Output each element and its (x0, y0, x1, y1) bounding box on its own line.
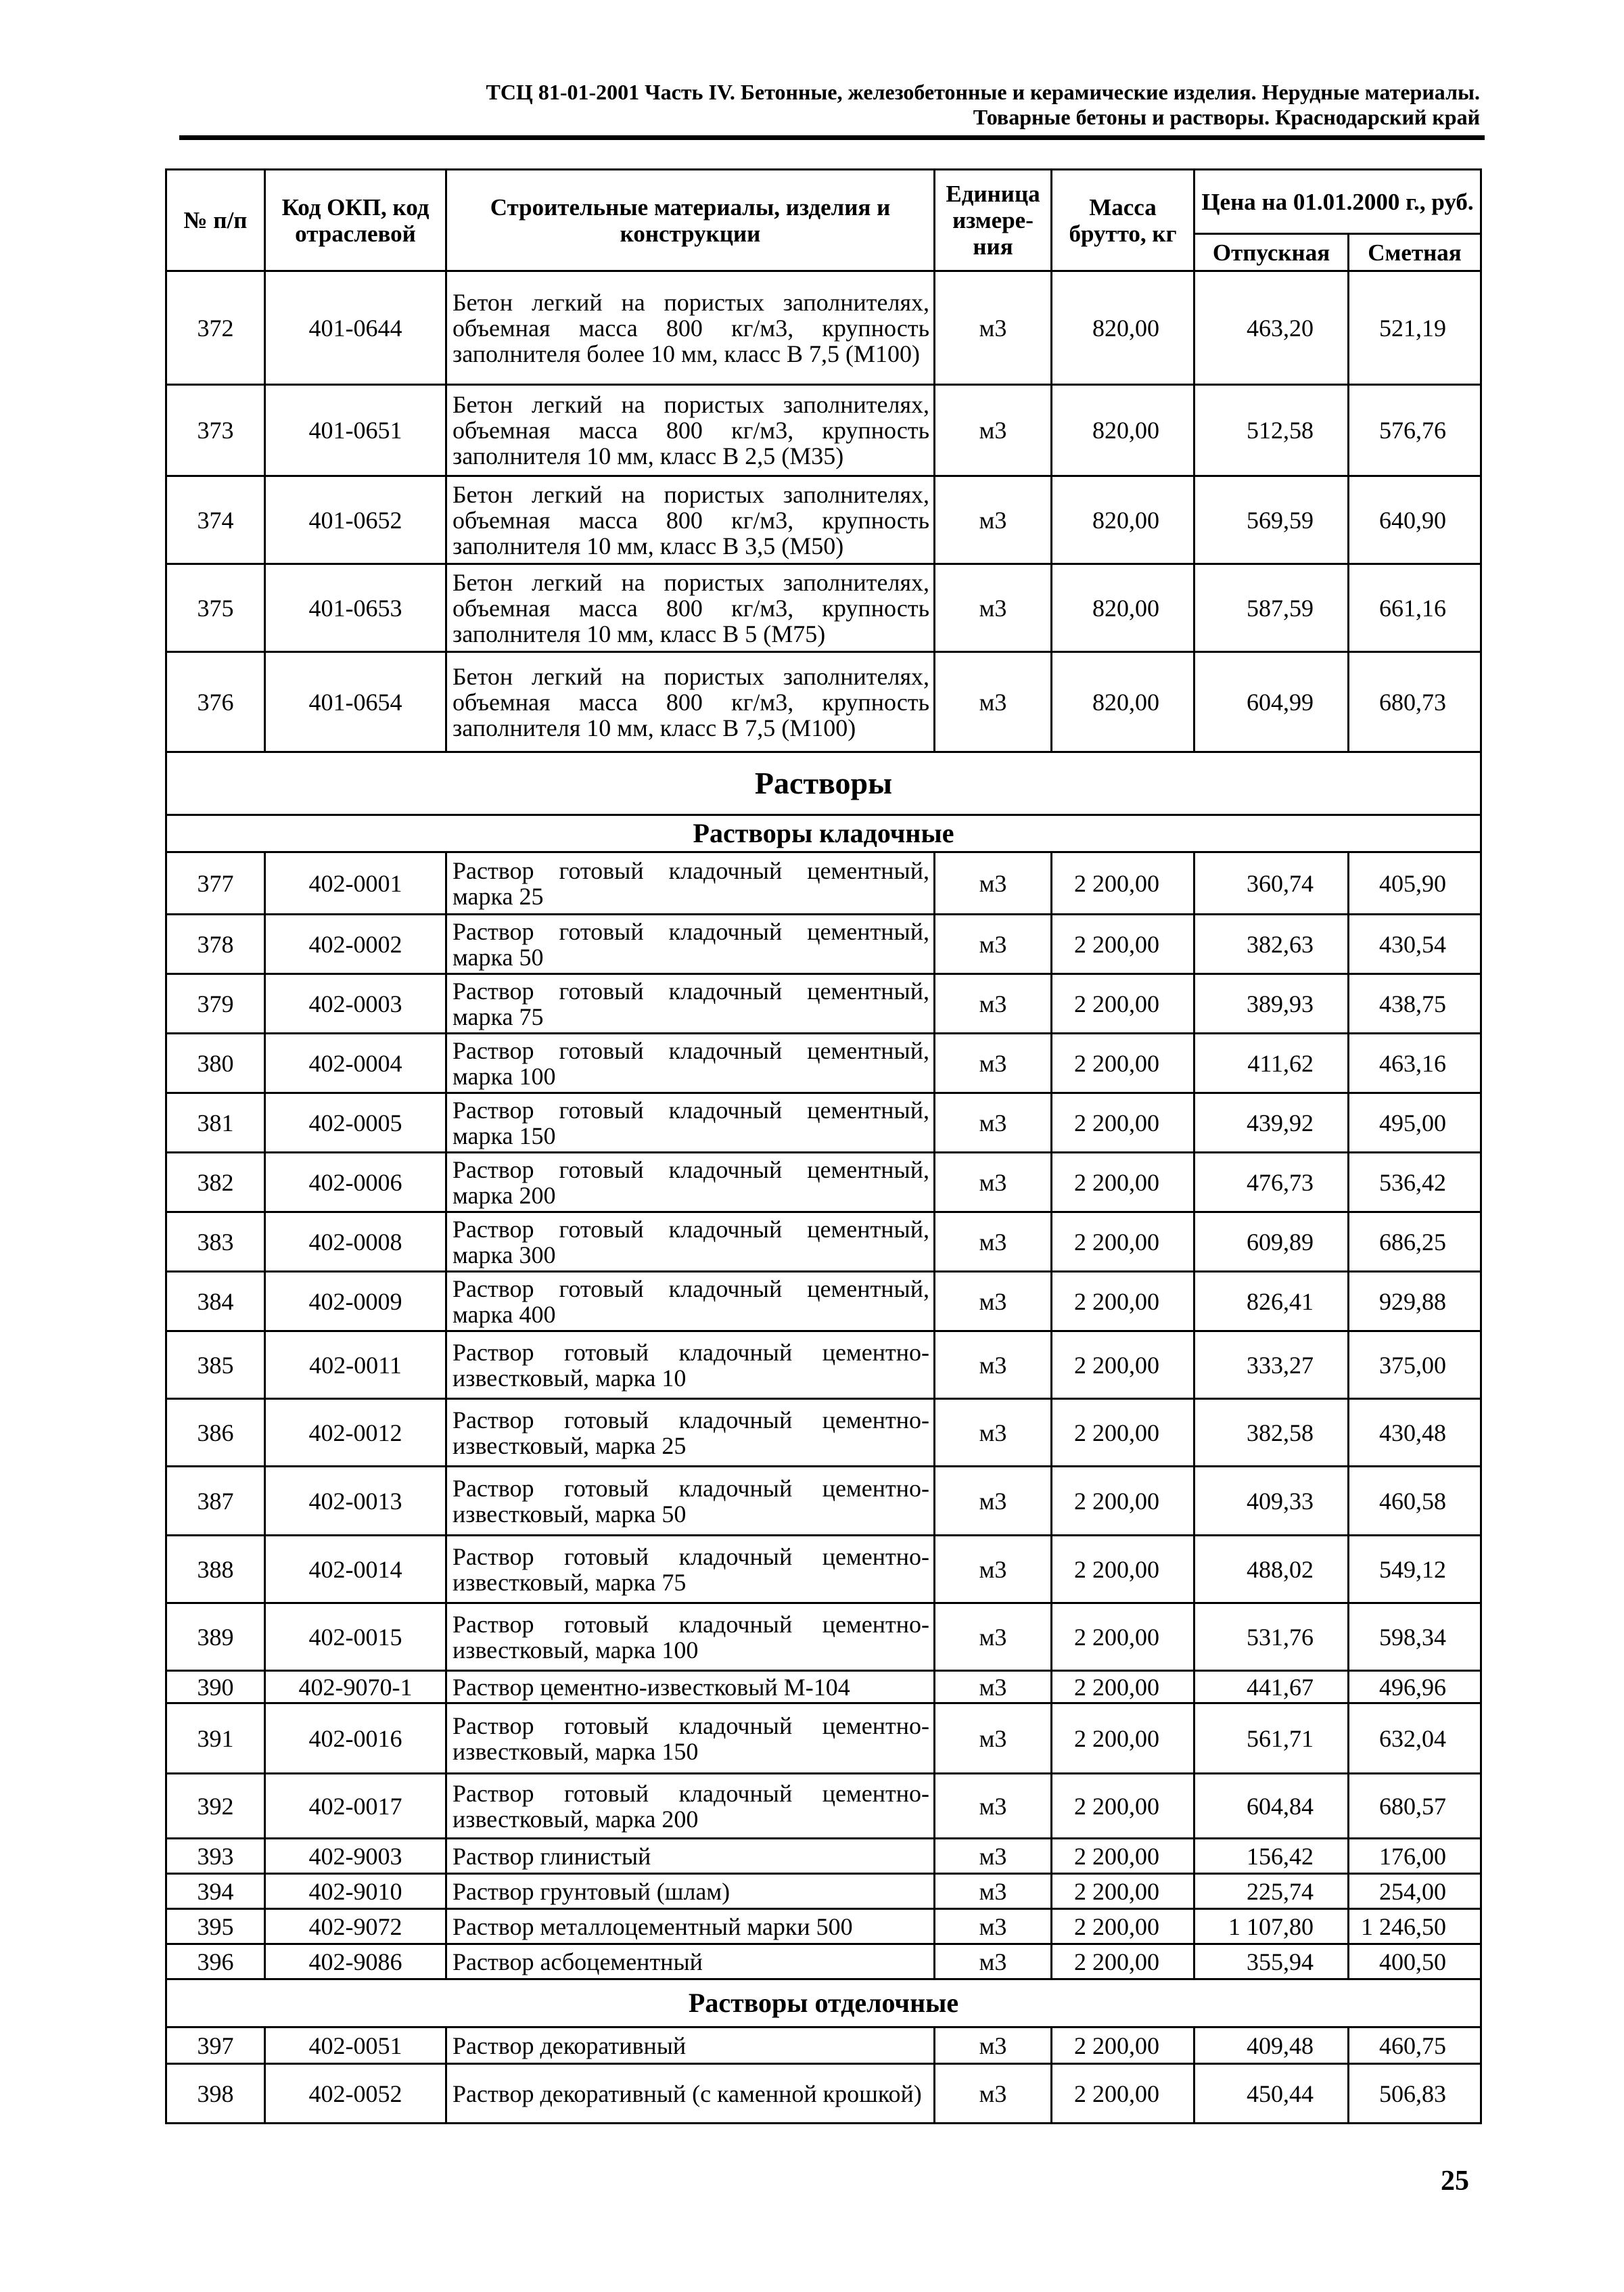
cell-unit: м3 (935, 1272, 1052, 1331)
cell-unit: м3 (935, 652, 1052, 752)
cell-code: 402-0006 (265, 1153, 446, 1212)
cell-unit: м3 (935, 1603, 1052, 1671)
header-name: Строительные материалы, изделия и конструкции (446, 170, 935, 271)
cell-price-release: 604,99 (1194, 652, 1349, 752)
cell-unit: м3 (935, 385, 1052, 476)
cell-name: Раствор грунтовый (шлам) (446, 1874, 935, 1909)
cell-unit: м3 (935, 915, 1052, 974)
cell-price-release: 225,74 (1194, 1874, 1349, 1909)
table-row (166, 1909, 1481, 1944)
cell-mass: 2 200,00 (1052, 2027, 1194, 2064)
cell-code: 401-0653 (265, 564, 446, 652)
cell-code: 402-0017 (265, 1774, 446, 1839)
cell-price-release: 333,27 (1194, 1331, 1349, 1399)
cell-num: 381 (166, 1093, 265, 1153)
cell-price-estimate: 521,19 (1349, 271, 1481, 385)
cell-unit: м3 (935, 1839, 1052, 1874)
header-price: Цена на 01.01.2000 г., руб. (1194, 170, 1481, 234)
cell-mass: 2 200,00 (1052, 1331, 1194, 1399)
cell-price-estimate: 460,75 (1349, 2027, 1481, 2064)
cell-code: 402-9003 (265, 1839, 446, 1874)
cell-num: 379 (166, 974, 265, 1034)
document-header (162, 80, 1480, 130)
cell-mass: 820,00 (1052, 652, 1194, 752)
cell-mass: 2 200,00 (1052, 1272, 1194, 1331)
table-row (166, 1944, 1481, 1979)
table-row (166, 1839, 1481, 1874)
cell-unit: м3 (935, 564, 1052, 652)
cell-price-estimate: 576,76 (1349, 385, 1481, 476)
cell-mass: 2 200,00 (1052, 1603, 1194, 1671)
cell-name: Раствор цементно-известковый М-104 (446, 1671, 935, 1703)
cell-mass: 2 200,00 (1052, 1093, 1194, 1153)
mortars-section (166, 752, 1481, 852)
cell-unit: м3 (935, 1944, 1052, 1979)
cell-num: 398 (166, 2064, 265, 2124)
header-mass: Масса брутто, кг (1052, 170, 1194, 271)
table-row (166, 1153, 1481, 1212)
cell-name: Бетон легкий на пористых заполнителях, объемная масса 800 кг/м3, крупность заполнителя 10 мм, класс В 7,5 (М100) (446, 652, 935, 752)
cell-price-estimate: 598,34 (1349, 1603, 1481, 1671)
cell-price-estimate: 254,00 (1349, 1874, 1481, 1909)
cell-name: Раствор декоративный (446, 2027, 935, 2064)
cell-price-release: 569,59 (1194, 476, 1349, 564)
cell-mass: 2 200,00 (1052, 2064, 1194, 2124)
cell-num: 385 (166, 1331, 265, 1399)
table-row (166, 652, 1481, 752)
cell-unit: м3 (935, 1467, 1052, 1536)
cell-price-estimate: 495,00 (1349, 1093, 1481, 1153)
cell-price-release: 409,48 (1194, 2027, 1349, 2064)
cell-num: 394 (166, 1874, 265, 1909)
cell-num: 387 (166, 1467, 265, 1536)
cell-unit: м3 (935, 1874, 1052, 1909)
cell-mass: 2 200,00 (1052, 1153, 1194, 1212)
cell-price-estimate: 438,75 (1349, 974, 1481, 1034)
cell-unit: м3 (935, 271, 1052, 385)
cell-unit: м3 (935, 2064, 1052, 2124)
cell-name: Бетон легкий на пористых заполнителях, объемная масса 800 кг/м3, крупность заполнителя более 10 мм, класс В 7,5 (М100) (446, 271, 935, 385)
cell-code: 402-0051 (265, 2027, 446, 2064)
cell-num: 390 (166, 1671, 265, 1703)
cell-price-release: 587,59 (1194, 564, 1349, 652)
cell-price-estimate: 496,96 (1349, 1671, 1481, 1703)
table-row (166, 1272, 1481, 1331)
cell-price-release: 382,58 (1194, 1399, 1349, 1467)
cell-name: Раствор готовый кладочный цементно-известковый, марка 10 (446, 1331, 935, 1399)
table-row (166, 271, 1481, 385)
cell-unit: м3 (935, 476, 1052, 564)
cell-code: 401-0654 (265, 652, 446, 752)
cell-unit: м3 (935, 1909, 1052, 1944)
subsection-finishing-title: Растворы отделочные (166, 1979, 1481, 2027)
cell-code: 402-0052 (265, 2064, 446, 2124)
cell-unit: м3 (935, 1703, 1052, 1774)
cell-name: Раствор декоративный (с каменной крошкой) (446, 2064, 935, 2124)
table-row (166, 476, 1481, 564)
table-row (166, 1536, 1481, 1603)
cell-price-estimate: 400,50 (1349, 1944, 1481, 1979)
cell-mass: 2 200,00 (1052, 1839, 1194, 1874)
table-row (166, 1603, 1481, 1671)
cell-price-release: 531,76 (1194, 1603, 1349, 1671)
cell-price-estimate: 430,48 (1349, 1399, 1481, 1467)
cell-price-estimate: 460,58 (1349, 1467, 1481, 1536)
table-row (166, 2027, 1481, 2064)
cell-code: 401-0652 (265, 476, 446, 564)
cell-mass: 2 200,00 (1052, 1467, 1194, 1536)
cell-num: 389 (166, 1603, 265, 1671)
cell-num: 386 (166, 1399, 265, 1467)
cell-code: 402-0012 (265, 1399, 446, 1467)
cell-num: 392 (166, 1774, 265, 1839)
cell-num: 375 (166, 564, 265, 652)
cell-num: 393 (166, 1839, 265, 1874)
cell-mass: 2 200,00 (1052, 915, 1194, 974)
cell-num: 378 (166, 915, 265, 974)
cell-unit: м3 (935, 1774, 1052, 1839)
cell-name: Раствор асбоцементный (446, 1944, 935, 1979)
cell-price-estimate: 463,16 (1349, 1034, 1481, 1093)
cell-name: Раствор готовый кладочный цементно-известковый, марка 100 (446, 1603, 935, 1671)
cell-num: 384 (166, 1272, 265, 1331)
cell-unit: м3 (935, 1153, 1052, 1212)
cell-price-estimate: 680,57 (1349, 1774, 1481, 1839)
cell-unit: м3 (935, 2027, 1052, 2064)
cell-code: 402-0016 (265, 1703, 446, 1774)
table-row (166, 564, 1481, 652)
cell-unit: м3 (935, 852, 1052, 915)
cell-price-release: 609,89 (1194, 1212, 1349, 1272)
cell-name: Раствор глинистый (446, 1839, 935, 1874)
cell-name: Бетон легкий на пористых заполнителях, объемная масса 800 кг/м3, крупность заполнителя 10 мм, класс В 3,5 (М50) (446, 476, 935, 564)
header-code: Код ОКП, код отраслевой (265, 170, 446, 271)
cell-code: 402-9010 (265, 1874, 446, 1909)
header-price-estimate: Сметная (1349, 234, 1481, 271)
cell-code: 402-0009 (265, 1272, 446, 1331)
page-number: 25 (1441, 2165, 1469, 2197)
cell-price-estimate: 375,00 (1349, 1331, 1481, 1399)
concrete-rows (166, 271, 1481, 752)
cell-name: Раствор готовый кладочный цементный, марка 50 (446, 915, 935, 974)
cell-price-estimate: 640,90 (1349, 476, 1481, 564)
cell-mass: 2 200,00 (1052, 1034, 1194, 1093)
cell-price-estimate: 632,04 (1349, 1703, 1481, 1774)
cell-code: 402-0004 (265, 1034, 446, 1093)
cell-unit: м3 (935, 1331, 1052, 1399)
cell-code: 402-0013 (265, 1467, 446, 1536)
cell-unit: м3 (935, 1671, 1052, 1703)
table-header (166, 170, 1481, 271)
cell-name: Раствор готовый кладочный цементно-известковый, марка 200 (446, 1774, 935, 1839)
cell-mass: 2 200,00 (1052, 1874, 1194, 1909)
table-row (166, 1874, 1481, 1909)
cell-price-estimate: 680,73 (1349, 652, 1481, 752)
cell-price-release: 441,67 (1194, 1671, 1349, 1703)
cell-name: Раствор готовый кладочный цементный, марка 100 (446, 1034, 935, 1093)
cell-price-estimate: 686,25 (1349, 1212, 1481, 1272)
cell-num: 382 (166, 1153, 265, 1212)
table-row (166, 915, 1481, 974)
table-row (166, 385, 1481, 476)
cell-price-release: 409,33 (1194, 1467, 1349, 1536)
cell-name: Раствор готовый кладочный цементный, марка 25 (446, 852, 935, 915)
cell-mass: 2 200,00 (1052, 1944, 1194, 1979)
cell-name: Раствор готовый кладочный цементно-известковый, марка 150 (446, 1703, 935, 1774)
cell-code: 402-0015 (265, 1603, 446, 1671)
header-num: № п/п (166, 170, 265, 271)
cell-price-release: 389,93 (1194, 974, 1349, 1034)
cell-price-estimate: 536,42 (1349, 1153, 1481, 1212)
section-title: Растворы (166, 752, 1481, 815)
cell-name: Раствор готовый кладочный цементно-известковый, марка 50 (446, 1467, 935, 1536)
table-row (166, 1467, 1481, 1536)
table-row (166, 1093, 1481, 1153)
cell-num: 383 (166, 1212, 265, 1272)
subsection-masonry-title: Растворы кладочные (166, 815, 1481, 852)
cell-num: 397 (166, 2027, 265, 2064)
cell-mass: 2 200,00 (1052, 1909, 1194, 1944)
cell-num: 376 (166, 652, 265, 752)
cell-code: 402-9070-1 (265, 1671, 446, 1703)
cell-name: Бетон легкий на пористых заполнителях, объемная масса 800 кг/м3, крупность заполнителя 10 мм, класс В 2,5 (М35) (446, 385, 935, 476)
cell-name: Раствор готовый кладочный цементный, марка 150 (446, 1093, 935, 1153)
table-row (166, 2064, 1481, 2124)
cell-code: 402-9086 (265, 1944, 446, 1979)
cell-mass: 2 200,00 (1052, 974, 1194, 1034)
cell-price-estimate: 929,88 (1349, 1272, 1481, 1331)
cell-price-release: 1 107,80 (1194, 1909, 1349, 1944)
cell-name: Бетон легкий на пористых заполнителях, объемная масса 800 кг/м3, крупность заполнителя 10 мм, класс В 5 (М75) (446, 564, 935, 652)
cell-mass: 2 200,00 (1052, 1536, 1194, 1603)
cell-mass: 820,00 (1052, 385, 1194, 476)
cell-price-release: 512,58 (1194, 385, 1349, 476)
cell-name: Раствор готовый кладочный цементный, марка 300 (446, 1212, 935, 1272)
cell-name: Раствор готовый кладочный цементный, марка 400 (446, 1272, 935, 1331)
cell-mass: 820,00 (1052, 271, 1194, 385)
cell-mass: 2 200,00 (1052, 1774, 1194, 1839)
cell-mass: 2 200,00 (1052, 1671, 1194, 1703)
cell-unit: м3 (935, 1093, 1052, 1153)
cell-unit: м3 (935, 974, 1052, 1034)
header-line-1: ТСЦ 81-01-2001 Часть IV. Бетонные, железобетонные и керамические изделия. Нерудные материалы. (486, 80, 1480, 104)
cell-price-estimate: 176,00 (1349, 1839, 1481, 1874)
cell-code: 402-9072 (265, 1909, 446, 1944)
cell-price-estimate: 1 246,50 (1349, 1909, 1481, 1944)
cell-name: Раствор готовый кладочный цементно-известковый, марка 25 (446, 1399, 935, 1467)
cell-price-estimate: 506,83 (1349, 2064, 1481, 2124)
cell-num: 380 (166, 1034, 265, 1093)
finishing-rows (166, 2027, 1481, 2124)
cell-mass: 2 200,00 (1052, 1399, 1194, 1467)
cell-unit: м3 (935, 1536, 1052, 1603)
header-unit: Единица измере-ния (935, 170, 1052, 271)
cell-num: 373 (166, 385, 265, 476)
cell-price-release: 450,44 (1194, 2064, 1349, 2124)
cell-num: 395 (166, 1909, 265, 1944)
cell-mass: 2 200,00 (1052, 852, 1194, 915)
cell-price-release: 476,73 (1194, 1153, 1349, 1212)
cell-mass: 820,00 (1052, 564, 1194, 652)
cell-code: 402-0002 (265, 915, 446, 974)
cell-code: 402-0011 (265, 1331, 446, 1399)
cell-price-estimate: 661,16 (1349, 564, 1481, 652)
cell-price-release: 411,62 (1194, 1034, 1349, 1093)
table-row (166, 852, 1481, 915)
cell-code: 402-0005 (265, 1093, 446, 1153)
cell-num: 391 (166, 1703, 265, 1774)
cell-price-estimate: 405,90 (1349, 852, 1481, 915)
cell-mass: 820,00 (1052, 476, 1194, 564)
cell-price-release: 355,94 (1194, 1944, 1349, 1979)
cell-price-release: 488,02 (1194, 1536, 1349, 1603)
header-rule (179, 135, 1485, 140)
table-row (166, 1212, 1481, 1272)
cell-price-release: 156,42 (1194, 1839, 1349, 1874)
cell-price-release: 826,41 (1194, 1272, 1349, 1331)
cell-num: 377 (166, 852, 265, 915)
cell-unit: м3 (935, 1212, 1052, 1272)
cell-code: 402-0008 (265, 1212, 446, 1272)
cell-mass: 2 200,00 (1052, 1212, 1194, 1272)
cell-price-release: 439,92 (1194, 1093, 1349, 1153)
cell-name: Раствор готовый кладочный цементно-известковый, марка 75 (446, 1536, 935, 1603)
cell-price-release: 561,71 (1194, 1703, 1349, 1774)
cell-code: 401-0651 (265, 385, 446, 476)
cell-code: 401-0644 (265, 271, 446, 385)
cell-code: 402-0003 (265, 974, 446, 1034)
cell-num: 396 (166, 1944, 265, 1979)
masonry-rows (166, 852, 1481, 1979)
header-line-2: Товарные бетоны и растворы. Краснодарский край (973, 105, 1480, 129)
cell-price-release: 463,20 (1194, 271, 1349, 385)
cell-code: 402-0014 (265, 1536, 446, 1603)
table-row (166, 1399, 1481, 1467)
table-row (166, 1671, 1481, 1703)
cell-unit: м3 (935, 1399, 1052, 1467)
price-table (165, 168, 1482, 2124)
cell-price-estimate: 549,12 (1349, 1536, 1481, 1603)
cell-price-release: 382,63 (1194, 915, 1349, 974)
table-row (166, 1703, 1481, 1774)
cell-num: 372 (166, 271, 265, 385)
cell-code: 402-0001 (265, 852, 446, 915)
cell-name: Раствор готовый кладочный цементный, марка 200 (446, 1153, 935, 1212)
cell-name: Раствор металлоцементный марки 500 (446, 1909, 935, 1944)
cell-price-release: 604,84 (1194, 1774, 1349, 1839)
cell-mass: 2 200,00 (1052, 1703, 1194, 1774)
cell-num: 388 (166, 1536, 265, 1603)
table-row (166, 1034, 1481, 1093)
table-row (166, 974, 1481, 1034)
finishing-section (166, 1979, 1481, 2027)
cell-name: Раствор готовый кладочный цементный, марка 75 (446, 974, 935, 1034)
cell-unit: м3 (935, 1034, 1052, 1093)
cell-price-estimate: 430,54 (1349, 915, 1481, 974)
table-row (166, 1774, 1481, 1839)
cell-price-release: 360,74 (1194, 852, 1349, 915)
cell-num: 374 (166, 476, 265, 564)
header-price-release: Отпускная (1194, 234, 1349, 271)
table-row (166, 1331, 1481, 1399)
